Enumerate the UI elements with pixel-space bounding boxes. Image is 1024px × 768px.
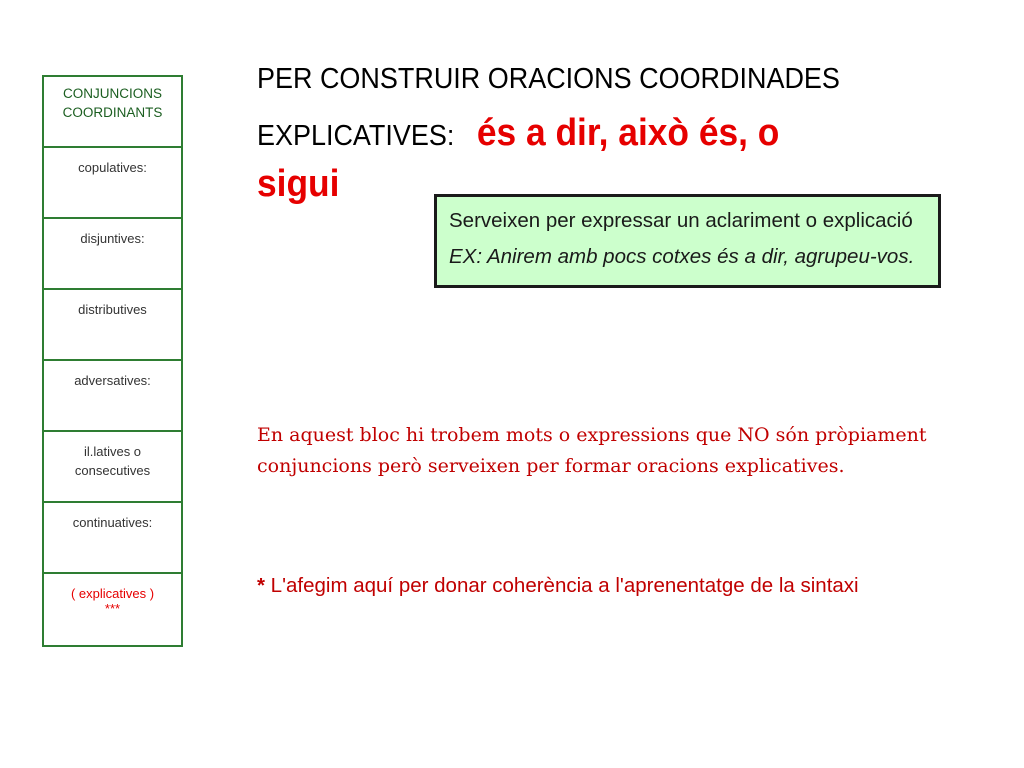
title-line2	[257, 102, 908, 164]
sidebar-item-stars: ***	[104, 601, 121, 616]
sidebar-item-label: disjuntives:	[80, 231, 145, 246]
sidebar-item-label: ( explicatives )	[70, 586, 155, 601]
title-line1: PER CONSTRUIR ORACIONS COORDINADES	[257, 63, 840, 95]
sidebar-header-line2: COORDINANTS	[62, 105, 163, 120]
footnote-text: L'afegim aquí per donar coherència a l'aprenentatge de la sintaxi	[264, 574, 859, 597]
definition-box	[434, 194, 941, 288]
sidebar-item-label: copulatives:	[78, 160, 147, 175]
sidebar-header-line1: CONJUNCIONS	[62, 86, 162, 101]
footnote-asterisk: *	[257, 574, 265, 597]
page-title	[257, 56, 908, 212]
title-line2-prefix: EXPLICATIVES:	[257, 120, 455, 152]
sidebar-item-label-line1: il.latives o	[83, 444, 142, 459]
sidebar-item-explicatives	[44, 574, 181, 645]
sidebar-item-label: distributives	[78, 302, 147, 317]
title-line2-highlight: és a dir, això és, o	[476, 112, 780, 154]
footnote	[257, 574, 977, 598]
sidebar-item-label-line2: consecutives	[74, 463, 151, 478]
definition-example: EX: Anirem amb pocs cotxes és a dir, agrupeu-vos.	[449, 245, 915, 268]
sidebar-item-label: adversatives:	[74, 373, 151, 388]
conjunctions-sidebar-table	[42, 75, 183, 647]
sidebar-item-disjuntives	[44, 219, 181, 290]
sidebar-item-label: continuatives:	[72, 515, 153, 530]
sidebar-header	[44, 77, 181, 148]
sidebar-item-distributives	[44, 290, 181, 361]
title-line3-highlight: sigui	[257, 163, 340, 205]
sidebar-item-adversatives	[44, 361, 181, 432]
explanation-paragraph: En aquest bloc hi trobem mots o expressions que NO són pròpiament conjuncions però serveixen per formar oracions explicatives.	[257, 424, 927, 477]
sidebar-item-illatives	[44, 432, 181, 503]
sidebar-item-copulatives	[44, 148, 181, 219]
sidebar-item-continuatives	[44, 503, 181, 574]
definition-text: Serveixen per expressar un aclariment o explicació	[449, 209, 913, 232]
